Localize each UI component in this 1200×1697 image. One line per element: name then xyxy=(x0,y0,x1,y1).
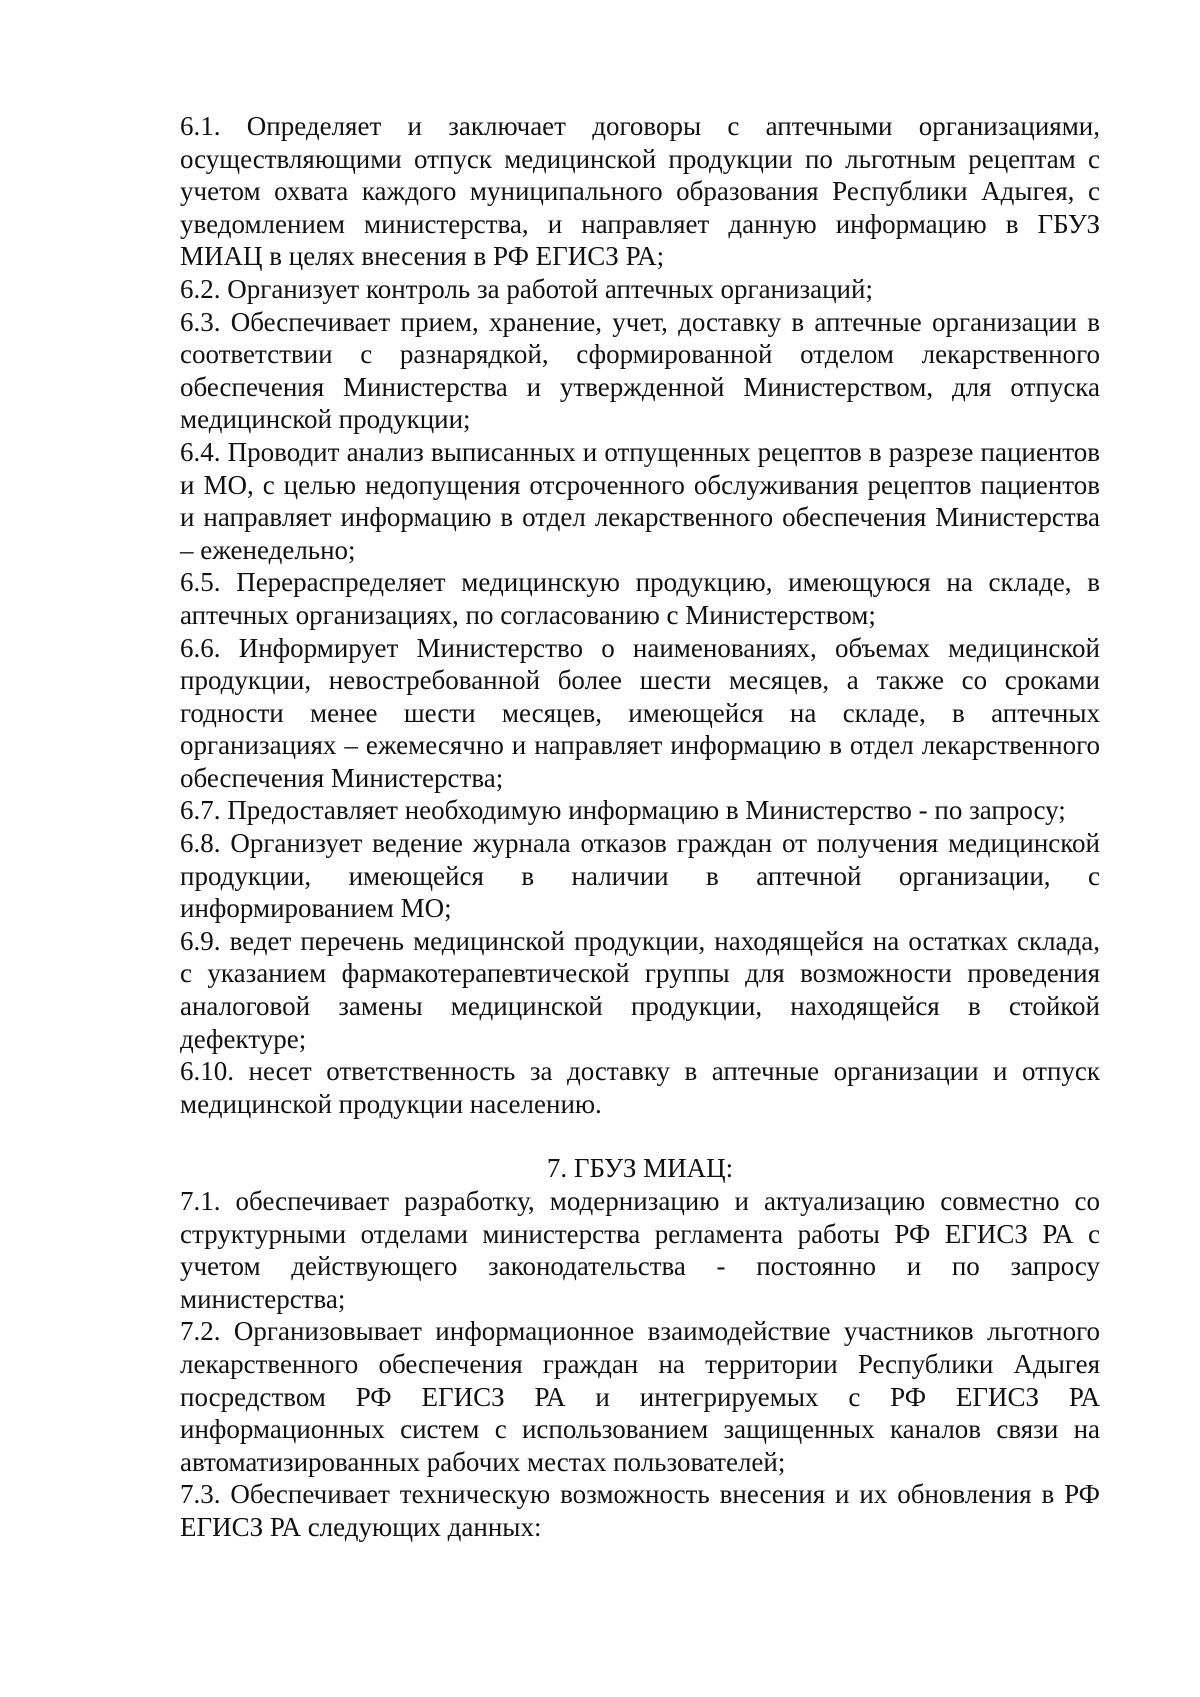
clause-6-1: 6.1. Определяет и заключает договоры с аптечными организациями, осуществляющими отпуск медицинской продукции по льготным рецептам с учетом охвата каждого муниципального образования Республики Адыгея, с уведомлением министерства, и направляет данную информацию в ГБУЗ МИАЦ в целях внесения в РФ ЕГИСЗ РА; xyxy=(180,111,1100,272)
clause-7-3: 7.3. Обеспечивает техническую возможность внесения и их обновления в РФ ЕГИСЗ РА следующих данных: xyxy=(180,1479,1100,1542)
clause-6-10: 6.10. несет ответственность за доставку в аптечные организации и отпуск медицинской продукции населению. xyxy=(180,1056,1100,1119)
clause-6-9: 6.9. ведет перечень медицинской продукции, находящейся на остатках склада, с указанием фармакотерапевтической группы для возможности проведения аналоговой замены медицинской продукции, находящейся в стойкой дефектуре; xyxy=(180,925,1100,1054)
clause-6-4: 6.4. Проводит анализ выписанных и отпущенных рецептов в разрезе пациентов и МО, с целью недопущения отсроченного обслуживания рецептов пациентов и направляет информацию в отдел лекарственного обеспечения Министерства – еженедельно; xyxy=(180,436,1100,565)
clause-6-6: 6.6. Информирует Министерство о наименованиях, объемах медицинской продукции, невостребованной более шести месяцев, а также со сроками годности менее шести месяцев, имеющейся на складе, в аптечных организациях – ежемесячно и направляет информацию в отдел лекарственного обеспечения Министерства; xyxy=(180,632,1100,793)
clause-6-7: 6.7. Предоставляет необходимую информацию в Министерство - по запросу; xyxy=(180,795,1066,826)
section-spacer xyxy=(180,1120,1100,1152)
clause-7-2: 7.2. Организовывает информационное взаимодействие участников льготного лекарственного обеспечения граждан на территории Республики Адыгея посредством РФ ЕГИСЗ РА и интегрируемых с РФ ЕГИСЗ РА информационных систем с использованием защищенных каналов связи на автоматизированных рабочих местах пользователей; xyxy=(180,1316,1100,1477)
document-body xyxy=(180,110,1100,1544)
clause-6-3: 6.3. Обеспечивает прием, хранение, учет, доставку в аптечные организации в соответствии с разнарядкой, сформированной отделом лекарственного обеспечения Министерства и утвержденной Министерством, для отпуска медицинской продукции; xyxy=(180,306,1100,435)
section-7-heading: 7. ГБУЗ МИАЦ: xyxy=(546,1153,734,1184)
clause-7-1: 7.1. обеспечивает разработку, модернизацию и актуализацию совместно со структурными отделами министерства регламента работы РФ ЕГИСЗ РА с учетом действующего законодательства - постоянно и по запросу министерства; xyxy=(180,1186,1100,1314)
clause-6-2: 6.2. Организует контроль за работой аптечных организаций; xyxy=(180,273,873,304)
clause-6-5: 6.5. Перераспределяет медицинскую продукцию, имеющуюся на складе, в аптечных организациях, по согласованию с Министерством; xyxy=(180,567,1100,630)
clause-6-8: 6.8. Организует ведение журнала отказов граждан от получения медицинской продукции, имеющейся в наличии в аптечной организации, с информированием МО; xyxy=(180,828,1100,924)
